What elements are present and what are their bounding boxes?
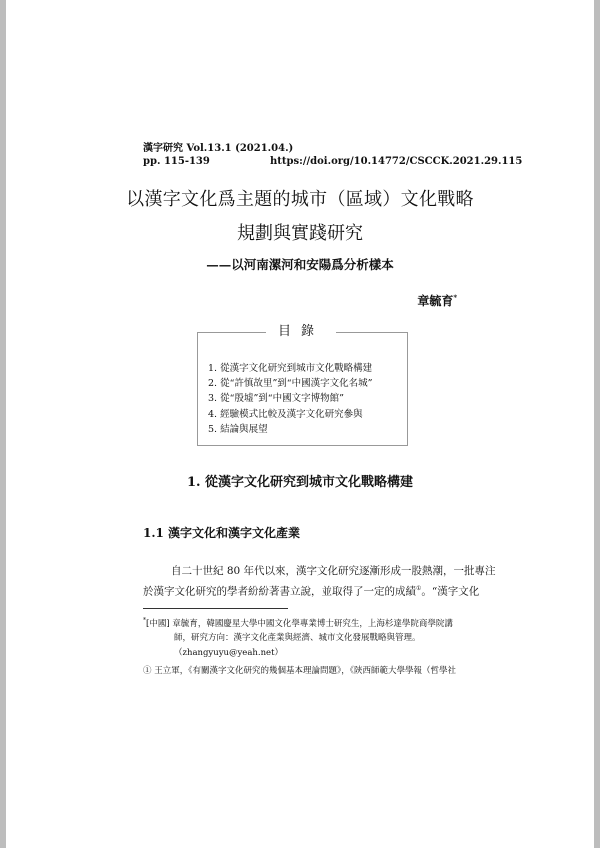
subsection-heading-1-1: 1.1 漢字文化和漢字文化產業 [143,526,301,540]
toc-item-5[interactable]: 5. 結論與展望 [208,423,268,435]
page-edge-right [594,0,600,848]
footnote-author-line-1 [143,614,463,631]
footnote-ref-1[interactable]: ① [416,585,422,592]
author-footnote-mark[interactable]: * [453,293,457,302]
footnote-author-line-2: 師，研究方向：漢字文化產業與經濟、城市文化發展戰略與管理。 [174,633,421,644]
paragraph-line-2-text: 於漢字文化研究的學者紛紛著書立說，並取得了一定的成績 [143,585,416,598]
paragraph-line-2 [143,580,480,601]
author [380,290,457,309]
footnote-author-mark: * [143,617,146,624]
toc-list [208,361,373,437]
journal-info: 漢字研究 Vol.13.1 (2021.04.) [143,143,294,154]
toc-item-2[interactable]: 2. 從“許慎故里”到“中國漢字文化名城” [208,378,373,390]
footnote-separator [143,608,288,609]
doi-link[interactable]: https://doi.org/10.14772/CSCCK.2021.29.115 [270,156,523,167]
paper-title-line1: 以漢字文化爲主題的城市（區域）文化戰略 [126,189,474,210]
author-name: 章毓育 [417,294,454,308]
section-heading-1: 1. 從漢字文化研究到城市文化戰略構建 [186,475,414,490]
footnote-author [143,614,463,660]
footnote-author-text-1: [中國] 章毓育，韓國慶星大學中國文化學專業博士研究生，上海杉達學院商學院講 [146,618,453,629]
page-range: pp. 115-139 [143,156,210,167]
paper-title-line2: 規劃與實踐研究 [237,223,363,244]
toc-item-1[interactable]: 1. 從漢字文化研究到城市文化戰略構建 [208,363,373,374]
author-email[interactable]: （zhangyuyu@yeah.net） [174,647,283,658]
toc-item-4[interactable]: 4. 經驗模式比較及漢字文化研究參與 [208,408,363,420]
paragraph-line-1: 自二十世紀 80 年代以來，漢字文化研究逐漸形成一股熱潮，一批專注 [171,565,496,577]
page-edge-left [0,0,6,848]
toc-heading: 目錄 [266,323,336,341]
paragraph-line-2-end: 。“漢字文化 [421,585,480,598]
paper-subtitle: ——以河南漯河和安陽爲分析樣本 [206,257,394,272]
footnote-1: ① 王立軍，《有關漢字文化研究的幾個基本理論問題》，《陝西師範大學學報（哲學社 [143,666,456,676]
body-paragraph [143,563,496,601]
toc-item-3[interactable]: 3. 從“殷墟”到“中國文字博物館” [208,393,345,405]
